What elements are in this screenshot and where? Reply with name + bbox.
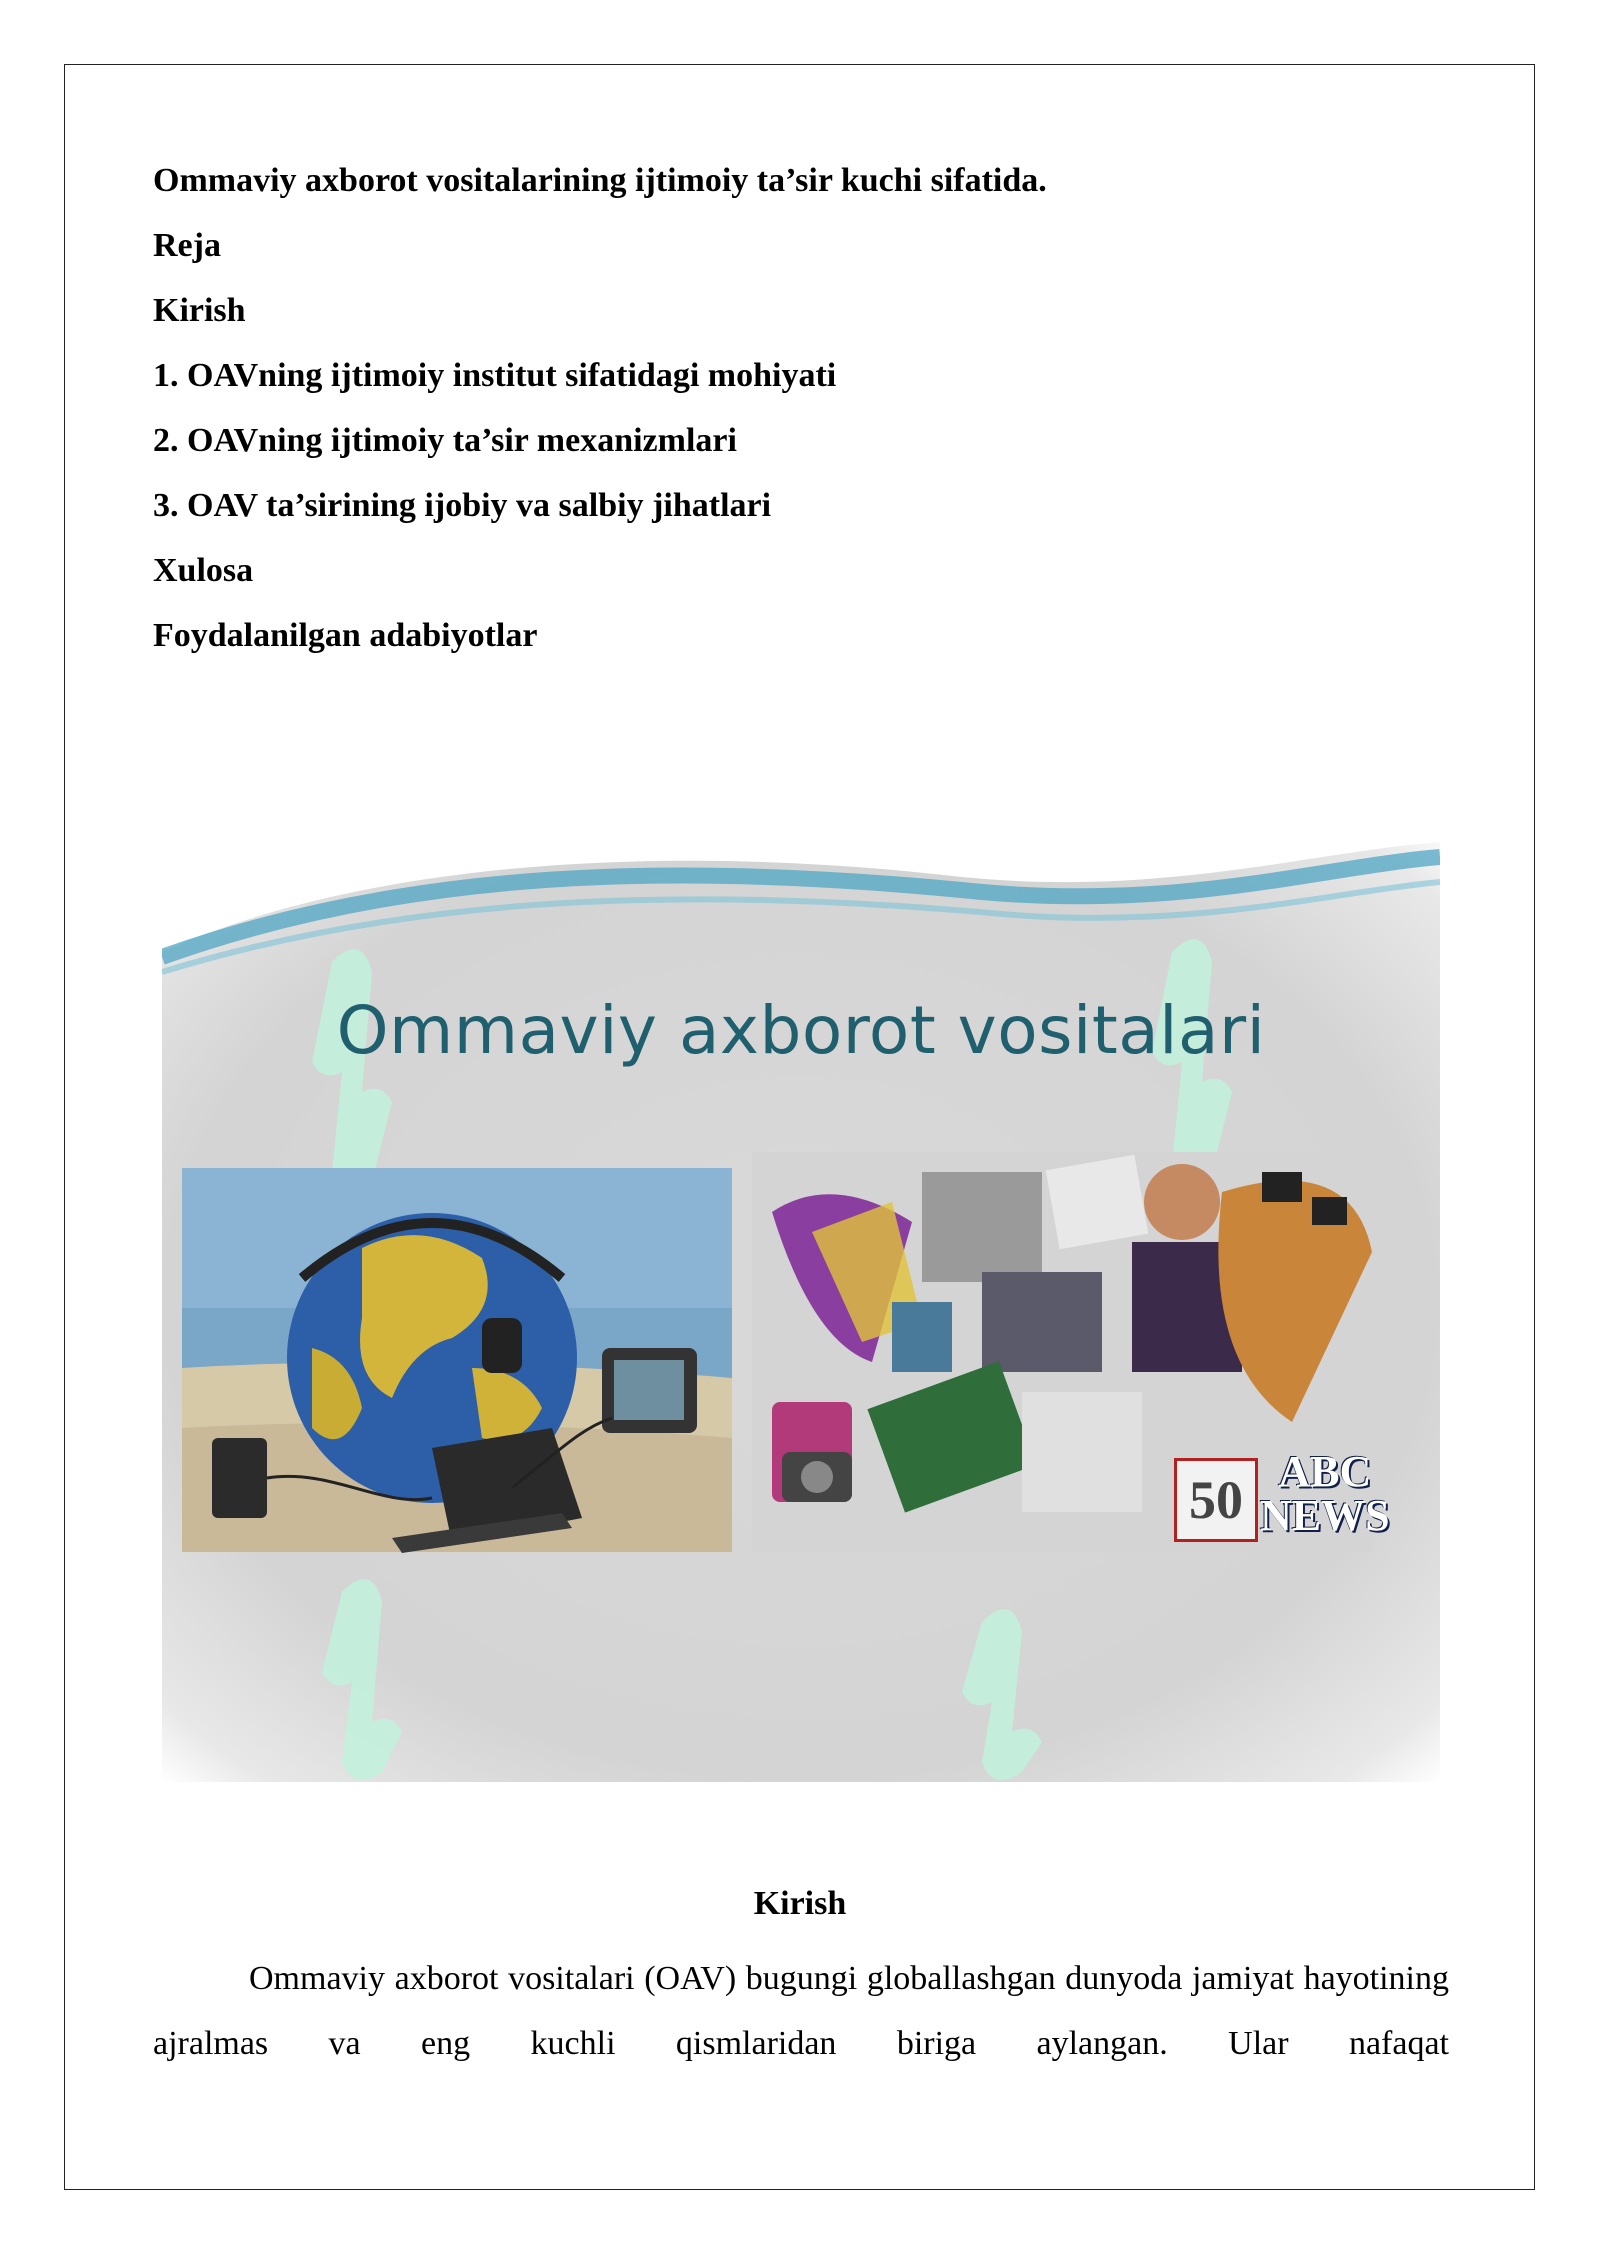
plan-item-references: Foydalanilgan adabiyotlar [153,617,538,654]
illustration-graphic [162,822,1440,1782]
plan-label: Reja [153,227,221,264]
abc-news-logo-line2: NEWS [1260,1491,1390,1540]
plan-item-1: 1. OAVning ijtimoiy institut sifatidagi mohiyati [153,357,837,394]
plan-item-2: 2. OAVning ijtimoiy ta’sir mexanizmlari [153,422,737,459]
illustration-title: Ommaviy axborot vositalari [336,992,1266,1069]
globe-scene [182,1168,732,1553]
plan-item-3: 3. OAV ta’sirining ijobiy va salbiy jihatlari [153,487,772,524]
document-title: Ommaviy axborot vositalarining ijtimoiy ta’sir kuchi sifatida. [153,162,1047,199]
plan-item-intro: Kirish [153,292,246,329]
section-heading-intro: Kirish [753,1885,847,1922]
abc-news-logo-line1: ABC [1278,1447,1372,1496]
abc-news-logo [1260,1447,1390,1540]
plan-item-conclusion: Xulosa [153,552,254,589]
magazine-badge: 50 [1174,1458,1258,1542]
plan-section [153,148,1449,668]
illustration-image [162,822,1440,1782]
intro-paragraph: Ommaviy axborot vositalari (OAV) bugungi globallashgan dunyoda jamiyat hayotining ajralmas va eng kuchli qismlaridan biriga aylangan. Ular nafaqat [153,1960,1449,2062]
